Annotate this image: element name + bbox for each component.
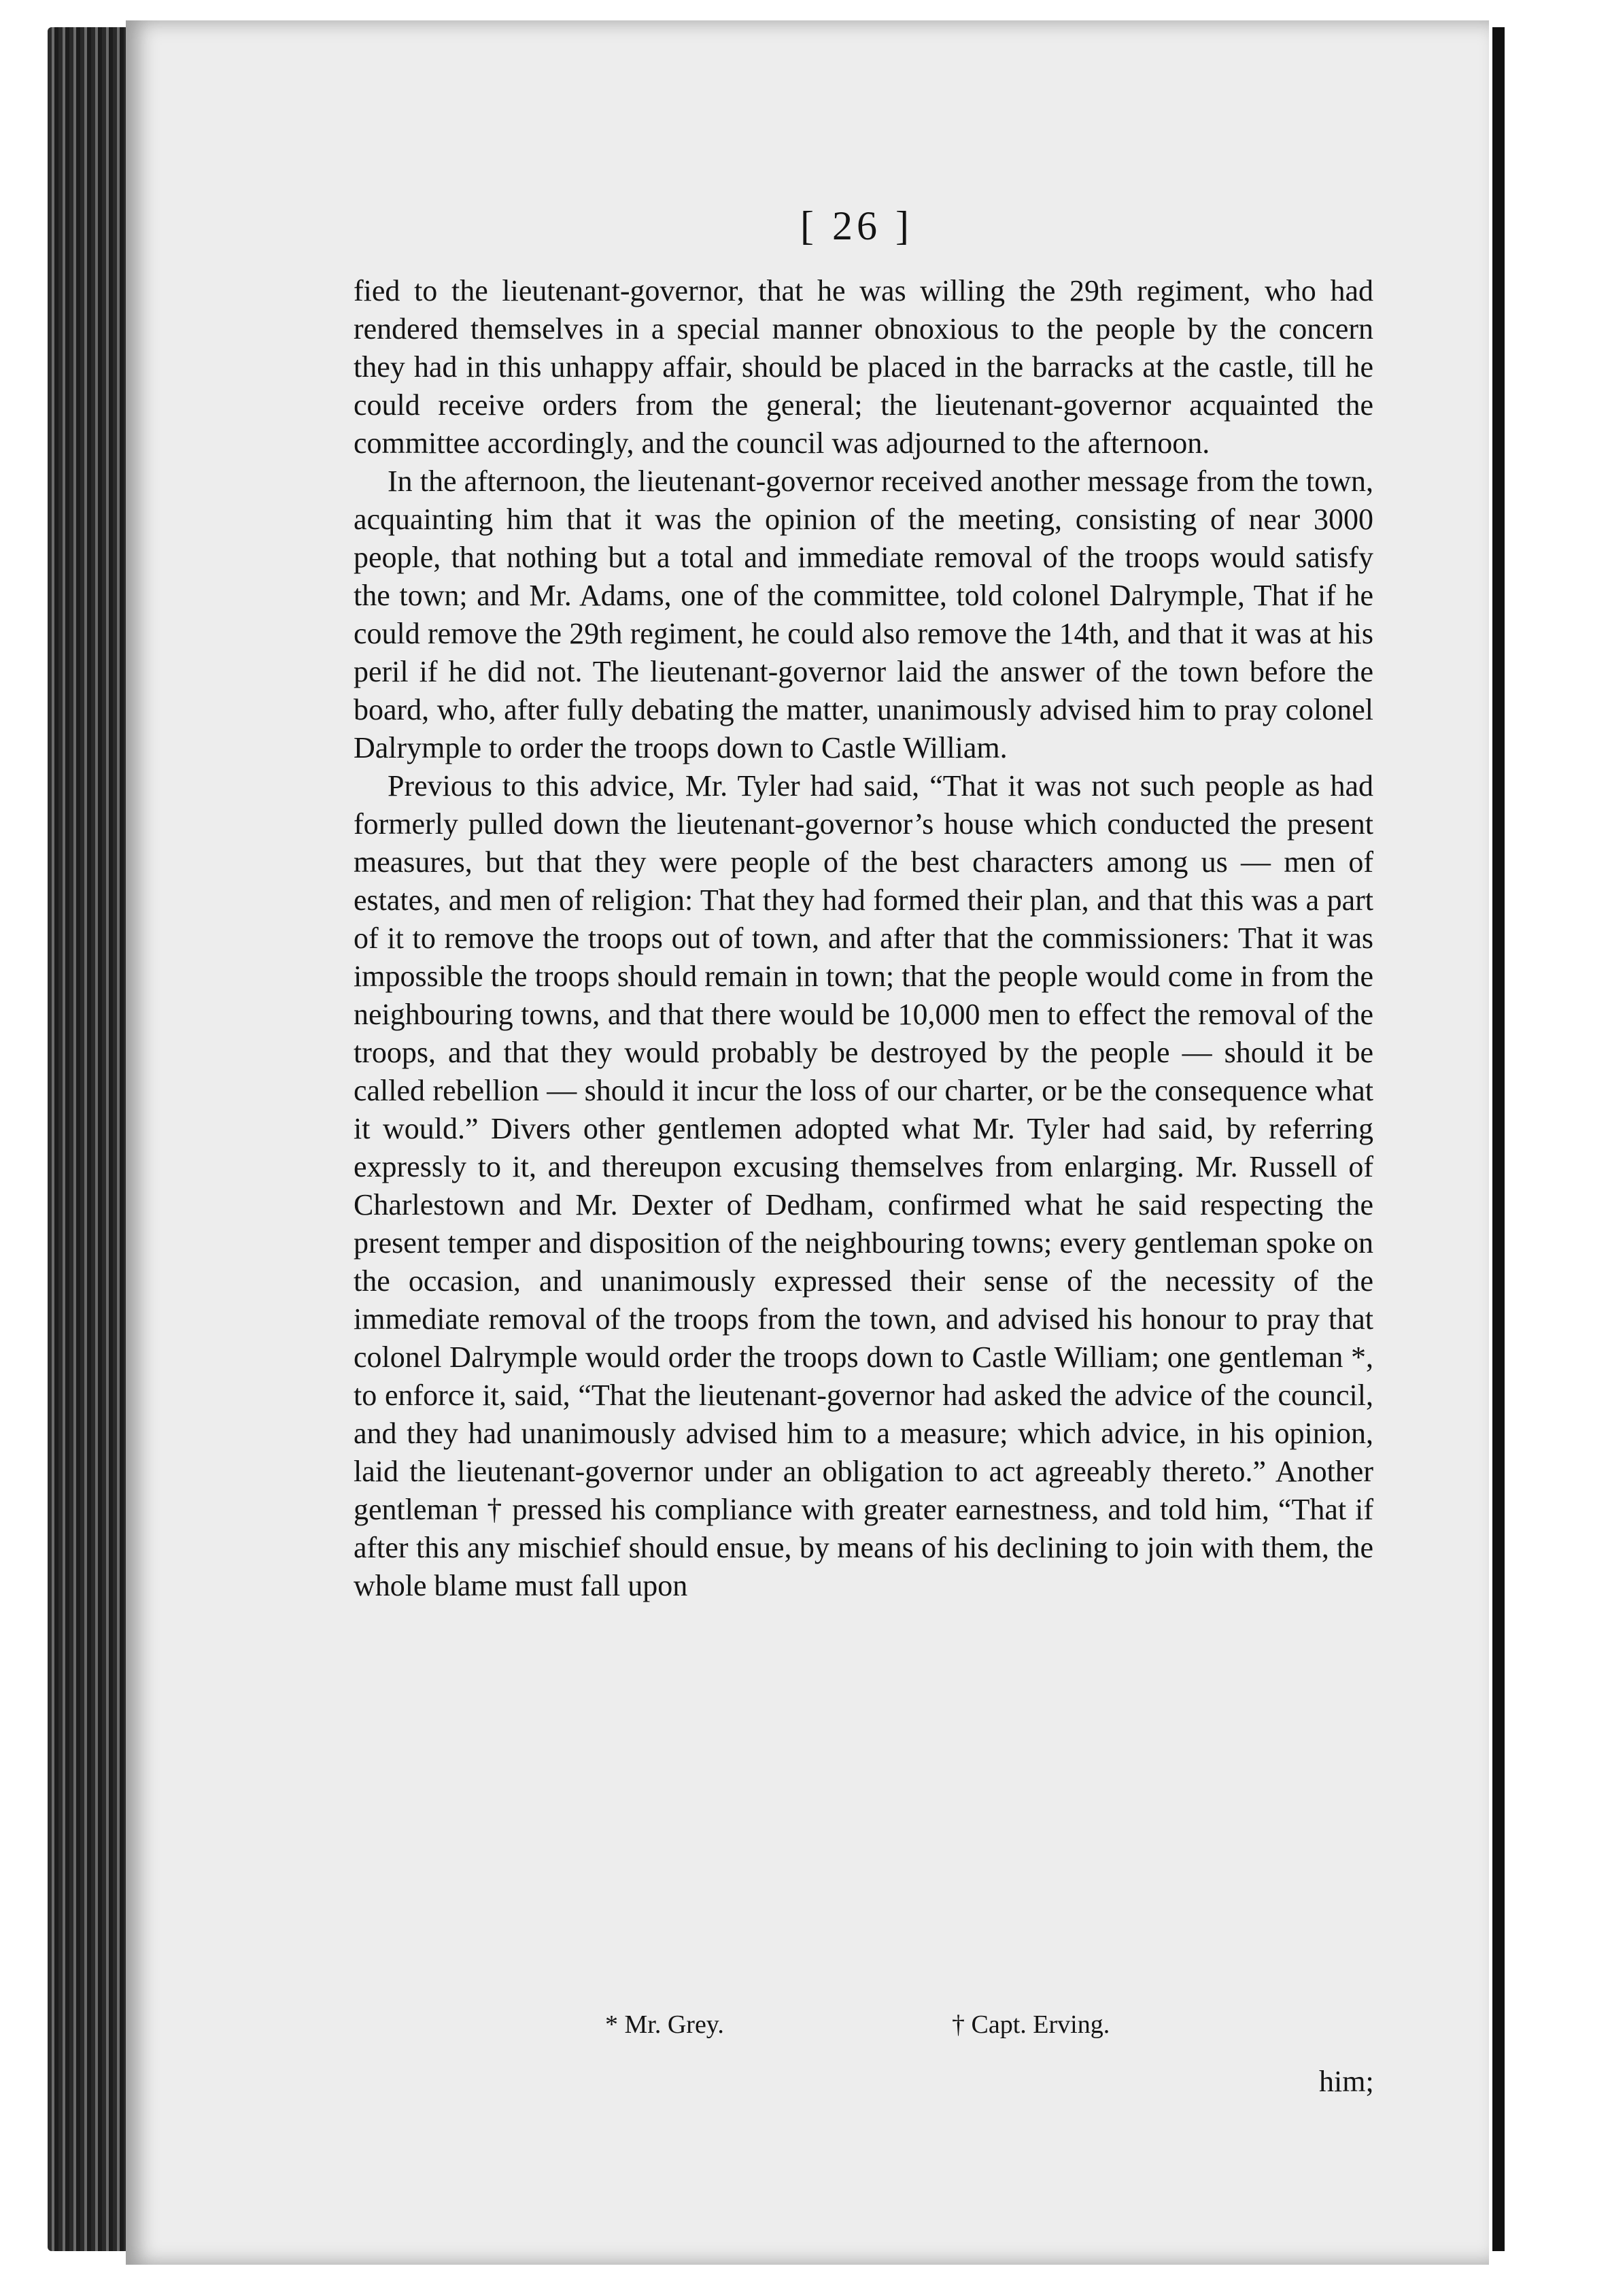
- footnote-erving: † Capt. Erving.: [952, 2010, 1110, 2039]
- footnote-grey: * Mr. Grey.: [605, 2010, 724, 2039]
- paragraph-afternoon: In the afternoon, the lieutenant-governor received another message from the town, acquainting him that it was the opinion of the meeting, consisting of near 3000 people, that nothing but a total and immediate removal of the troops would satisfy the town; and Mr. Adams, one of the committee, told colonel Dalrymple, That if he could remove the 29th regiment, he could also remove the 14th, and that it was at his peril if he did not. The lieutenant-governor laid the answer of the town before the board, who, after fully debating the matter, unanimously advised him to pray colonel Dalrymple to order the troops down to Castle William.: [354, 465, 1373, 764]
- paragraph-continued: fied to the lieutenant-governor, that he was willing the 29th regiment, who had rendered themselves in a special manner obnoxious to the people by the concern they had in this unhappy affair, should be placed in the barracks at the castle, till he could receive orders from the general; the lieutenant-governor acquainted the committee accordingly, and the council was adjourned to the afternoon.: [354, 274, 1373, 460]
- catchword: him;: [1319, 2065, 1374, 2098]
- body-text: [354, 272, 1373, 1605]
- right-margin: [1489, 0, 1610, 2296]
- next-page-edge: [1492, 27, 1505, 2251]
- page-stack-edge: [48, 27, 129, 2251]
- paragraph-previous: Previous to this advice, Mr. Tyler had said, “That it was not such people as had formerly pulled down the lieutenant-governor’s house which conducted the present measures, but that they were people of the best characters among us — men of estates, and men of religion: That they had formed their plan, and that this was a part of it to remove the troops out of town, and after that the commissioners: That it was impossible the troops should remain in town; that the people would come in from the neighbouring towns, and that there would be 10,000 men to effect the removal of the troops, and that they would probably be destroyed by the people — should it be called rebellion — should it incur the loss of our charter, or be the consequence what it would.” Divers other gentlemen adopted what Mr. Tyler had said, by referring expressly to it, and thereupon excusing themselves from enlarging. Mr. Russell of Charlestown and Mr. Dexter of Dedham, confirmed what he said respecting the present temper and disposition of the neighbouring towns; every gentleman spoke on the occasion, and unanimously expressed their sense of the necessity of the immediate removal of the troops from the town, and advised his honour to pray that colonel Dalrymple would order the troops down to Castle William; one gentleman *, to enforce it, said, “That the lieutenant-governor had asked the advice of the council, and they had unanimously advised him to a measure; which advice, in his opinion, laid the lieutenant-governor under an obligation to act agreeably thereto.” Another gentleman † pressed his compliance with greater earnestness, and told him, “That if after this any mischief should ensue, by means of his declining to join with them, the whole blame must fall upon: [354, 769, 1373, 1602]
- page-number: [ 26 ]: [800, 203, 913, 248]
